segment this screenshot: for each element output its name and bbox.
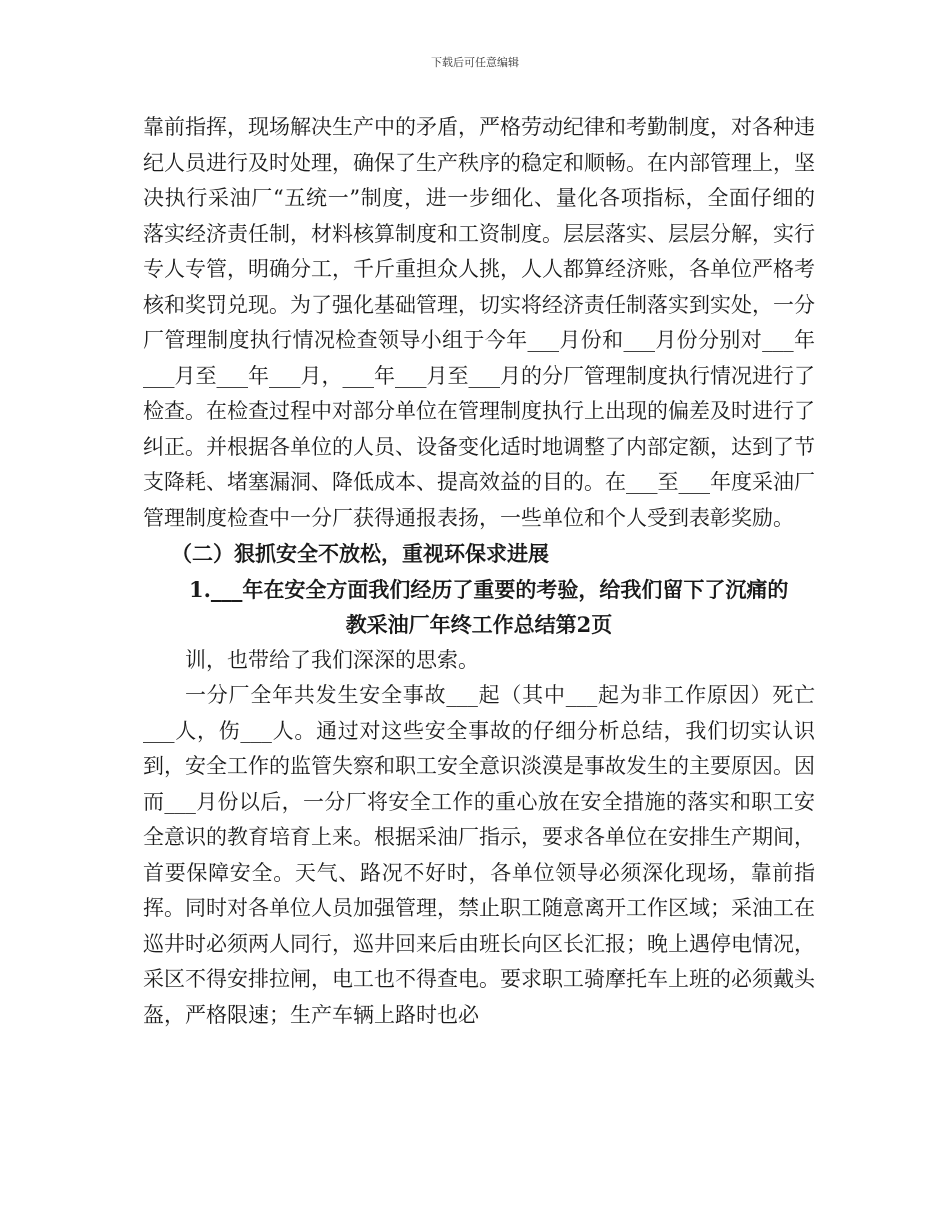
document-body <box>143 110 815 1033</box>
paragraph-lesson: 训，也带给了我们深深的思索。 <box>185 647 479 672</box>
paragraph-management: 靠前指挥，现场解决生产中的矛盾，严格劳动纪律和考勤制度，对各种违纪人员进行及时处理，确保了生产秩序的稳定和顺畅。在内部管理上，坚决执行采油厂“五统一”制度，进一步细化、量化各项指标，全面仔细的落实经济责任制，材料核算制度和工资制度。层层落实、层层分解，实行专人专管，明确分工，千斤重担众人挑，人人都算经济账，各单位严格考核和奖罚兑现。为了强化基础管理，切实将经济责任制落实到实处，一分厂管理制度执行情况检查领导小组于今年___月份和___月份分别对___年___月至___年___月，___年___月至___月的分厂管理制度执行情况进行了检查。在检查过程中对部分单位在管理制度执行上出现的偏差及时进行了纠正。并根据各单位的人员、设备变化适时地调整了内部定额，达到了节支降耗、堵塞漏洞、降低成本、提高效益的目的。在___至___年度采油厂管理制度检查中一分厂获得通报表扬，一些单位和个人受到表彰奖励。 <box>143 115 815 530</box>
item-heading-line1: 1.___年在安全方面我们经历了重要的考验，给我们留下了沉痛的 <box>189 576 789 602</box>
item-heading-line2: 教采油厂年终工作总结第2页 <box>345 612 613 637</box>
paragraph-accidents: 一分厂全年共发生安全事故___起（其中___起为非工作原因）死亡___人，伤___人。通过对这些安全事故的仔细分析总结，我们切实认识到，安全工作的监管失察和职工安全意识淡漠是事故发生的主要原因。因而___月份以后，一分厂将安全工作的重心放在安全措施的落实和职工安全意识的教育培育上来。根据采油厂指示，要求各单位在安排生产期间，首要保障安全。天气、路况不好时，各单位领导必须深化现场，靠前指挥。同时对各单位人员加强管理，禁止职工随意离开工作区域；采油工在巡井时必须两人同行，巡井回来后由班长向区长汇报；晚上遇停电情况，采区不得安排拉闸，电工也不得查电。要求职工骑摩托车上班的必须戴头盔，严格限速；生产车辆上路时也必 <box>143 683 815 1027</box>
section-heading-safety: （二）狠抓安全不放松，重视环保求进展 <box>171 541 549 566</box>
page-header: 下载后可任意编辑 <box>431 56 519 69</box>
